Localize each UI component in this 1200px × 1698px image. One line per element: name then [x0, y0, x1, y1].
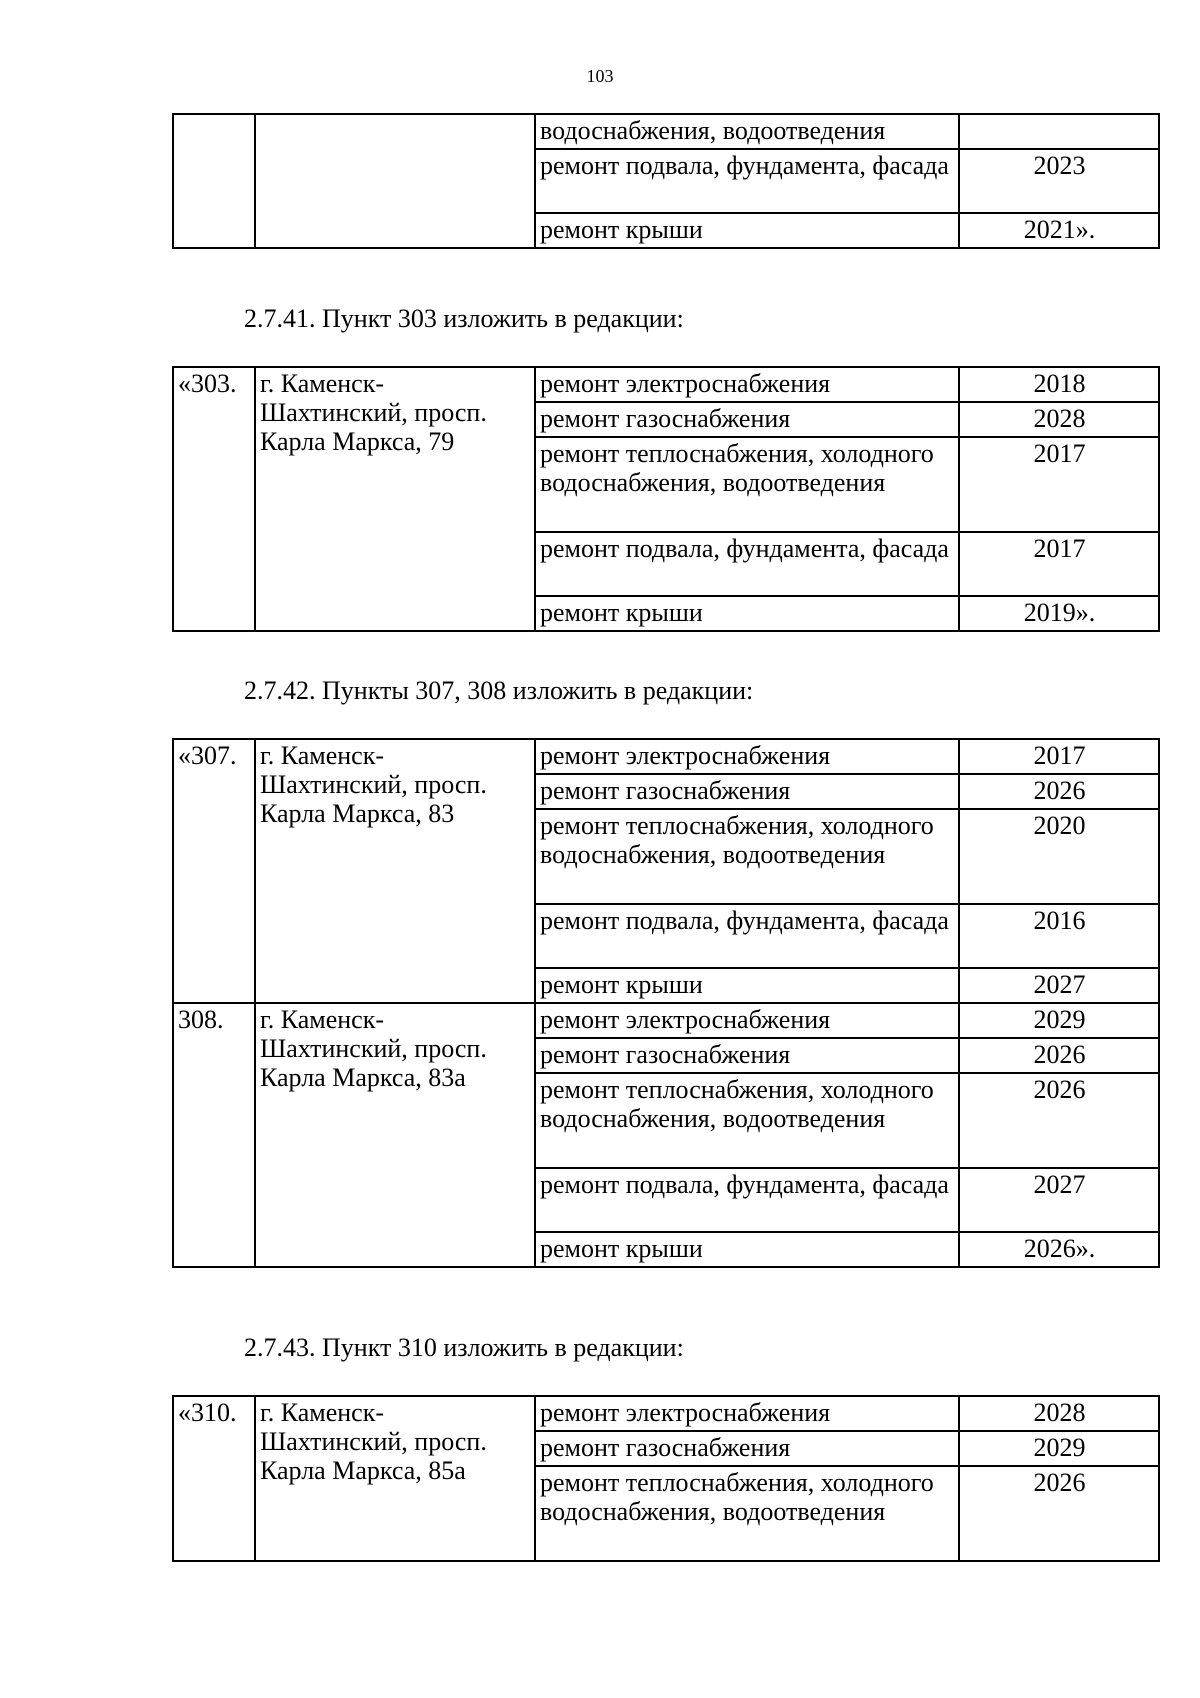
year-cell: 2027	[959, 1168, 1159, 1232]
work-cell: ремонт электроснабжения	[535, 367, 959, 402]
work-cell: ремонт теплоснабжения, холодного водоснабжения, водоотведения	[535, 809, 959, 904]
year-cell: 2017	[959, 437, 1159, 532]
year-cell: 2029	[959, 1003, 1159, 1038]
work-cell: ремонт подвала, фундамента, фасада	[535, 532, 959, 596]
section-table	[172, 738, 1160, 1268]
section-table	[172, 366, 1160, 632]
page-number: 103	[586, 66, 614, 86]
table-row	[173, 1003, 1159, 1038]
year-cell: 2018	[959, 367, 1159, 402]
year-cell: 2020	[959, 809, 1159, 904]
year-cell: 2021».	[959, 213, 1159, 248]
year-cell: 2026	[959, 774, 1159, 809]
year-cell: 2017	[959, 739, 1159, 774]
table-row	[173, 1396, 1159, 1431]
work-cell: ремонт теплоснабжения, холодного водоснабжения, водоотведения	[535, 437, 959, 532]
item-address: г. Каменск-Шахтинский, просп. Карла Маркса, 83а	[255, 1003, 535, 1267]
year-cell: 2029	[959, 1431, 1159, 1466]
work-cell: ремонт теплоснабжения, холодного водоснабжения, водоотведения	[535, 1466, 959, 1561]
work-cell: ремонт электроснабжения	[535, 1003, 959, 1038]
work-cell: ремонт газоснабжения	[535, 402, 959, 437]
year-cell: 2027	[959, 968, 1159, 1003]
work-cell: ремонт подвала, фундамента, фасада	[535, 1168, 959, 1232]
number-cell	[173, 114, 255, 248]
section-heading: 2.7.41. Пункт 303 изложить в редакции:	[244, 304, 684, 333]
work-cell: ремонт крыши	[535, 968, 959, 1003]
work-cell: ремонт электроснабжения	[535, 1396, 959, 1431]
section-heading: 2.7.43. Пункт 310 изложить в редакции:	[244, 1333, 684, 1362]
work-cell: ремонт подвала, фундамента, фасада	[535, 904, 959, 968]
section-heading: 2.7.42. Пункты 307, 308 изложить в редакции:	[244, 676, 754, 705]
year-cell: 2026».	[959, 1232, 1159, 1267]
work-cell: ремонт крыши	[535, 596, 959, 631]
year-cell: 2026	[959, 1038, 1159, 1073]
item-address: г. Каменск-Шахтинский, просп. Карла Маркса, 83	[255, 739, 535, 1003]
work-cell: ремонт газоснабжения	[535, 1431, 959, 1466]
year-cell: 2026	[959, 1073, 1159, 1168]
item-number: «303.	[173, 367, 255, 631]
year-cell: 2019».	[959, 596, 1159, 631]
year-cell: 2028	[959, 402, 1159, 437]
work-cell: ремонт крыши	[535, 1232, 959, 1267]
work-cell: ремонт газоснабжения	[535, 1038, 959, 1073]
item-number: «310.	[173, 1396, 255, 1561]
work-cell: водоснабжения, водоотведения	[535, 114, 959, 149]
work-cell: ремонт электроснабжения	[535, 739, 959, 774]
address-cell	[255, 114, 535, 248]
table-row	[173, 367, 1159, 402]
table-row	[173, 739, 1159, 774]
item-address: г. Каменск-Шахтинский, просп. Карла Маркса, 79	[255, 367, 535, 631]
work-cell: ремонт крыши	[535, 213, 959, 248]
section-table	[172, 1395, 1160, 1562]
item-number: «307.	[173, 739, 255, 1003]
year-cell: 2017	[959, 532, 1159, 596]
year-cell: 2016	[959, 904, 1159, 968]
year-cell: 2028	[959, 1396, 1159, 1431]
item-number: 308.	[173, 1003, 255, 1267]
item-address: г. Каменск-Шахтинский, просп. Карла Маркса, 85а	[255, 1396, 535, 1561]
table-row	[173, 114, 1159, 149]
continuation-table	[172, 113, 1160, 249]
year-cell: 2026	[959, 1466, 1159, 1561]
work-cell: ремонт теплоснабжения, холодного водоснабжения, водоотведения	[535, 1073, 959, 1168]
year-cell	[959, 114, 1159, 149]
work-cell: ремонт подвала, фундамента, фасада	[535, 149, 959, 213]
year-cell: 2023	[959, 149, 1159, 213]
work-cell: ремонт газоснабжения	[535, 774, 959, 809]
